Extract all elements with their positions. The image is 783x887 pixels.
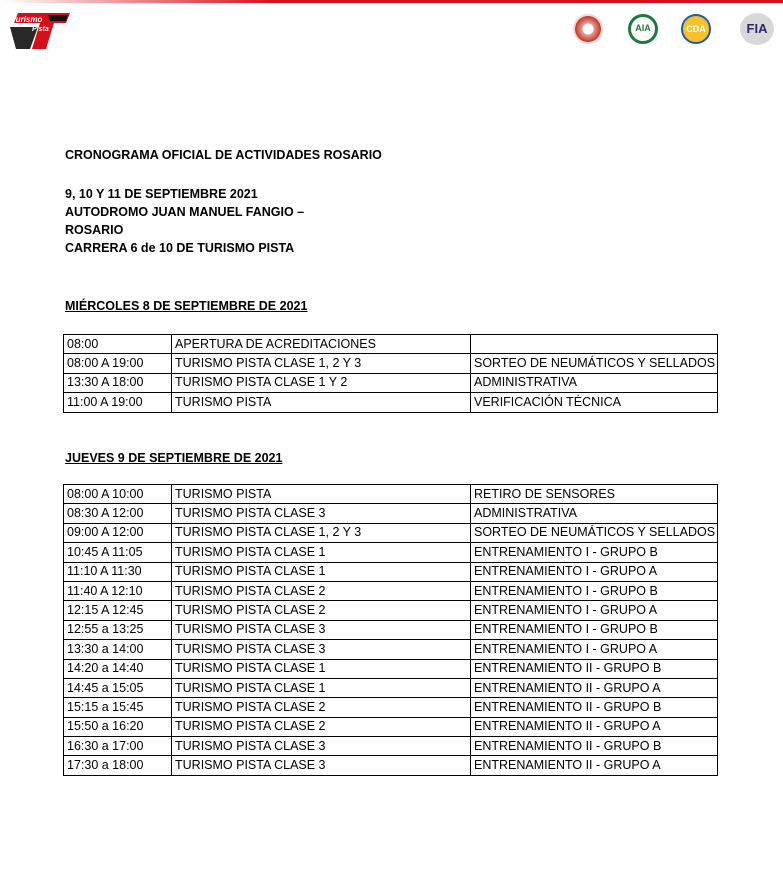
org-logo-label: FIA: [746, 21, 768, 36]
time-cell: 08:00 A 10:00: [64, 485, 172, 504]
subtitle-line: 9, 10 Y 11 DE SEPTIEMBRE 2021: [65, 187, 258, 201]
category-cell: TURISMO PISTA CLASE 2: [172, 581, 471, 600]
activity-cell: RETIRO DE SENSORES: [471, 485, 718, 504]
time-cell: 14:20 a 14:40: [64, 659, 172, 678]
activity-cell: ENTRENAMIENTO II - GRUPO A: [471, 717, 718, 736]
time-cell: 10:45 A 11:05: [64, 543, 172, 562]
time-cell: 16:30 a 17:00: [64, 737, 172, 756]
table-row: [64, 523, 718, 542]
category-cell: TURISMO PISTA CLASE 3: [172, 640, 471, 659]
org-logo-label: CDA: [686, 24, 706, 34]
table-row: [64, 601, 718, 620]
table-row: [64, 620, 718, 639]
time-cell: 15:15 a 15:45: [64, 698, 172, 717]
time-cell: 13:30 A 18:00: [64, 373, 172, 392]
activity-cell: SORTEO DE NEUMÁTICOS Y SELLADOS: [471, 354, 718, 373]
activity-cell: [471, 335, 718, 354]
activity-cell: ENTRENAMIENTO I - GRUPO B: [471, 543, 718, 562]
activity-cell: VERIFICACIÓN TÉCNICA: [471, 393, 718, 412]
logo-text-bottom: Pista: [32, 26, 49, 33]
table-row: [64, 756, 718, 775]
day-title: MIÉRCOLES 8 DE SEPTIEMBRE DE 2021: [65, 299, 308, 313]
category-cell: TURISMO PISTA CLASE 3: [172, 737, 471, 756]
turismo-pista-logo: [8, 11, 70, 49]
category-cell: TURISMO PISTA CLASE 2: [172, 698, 471, 717]
time-cell: 08:00: [64, 335, 172, 354]
table-row: [64, 335, 718, 354]
schedule-table: [63, 484, 718, 776]
table-row: [64, 562, 718, 581]
table-row: [64, 678, 718, 697]
category-cell: TURISMO PISTA CLASE 1, 2 Y 3: [172, 523, 471, 542]
activity-cell: SORTEO DE NEUMÁTICOS Y SELLADOS: [471, 523, 718, 542]
category-cell: APERTURA DE ACREDITACIONES: [172, 335, 471, 354]
acta-seal-icon: [573, 14, 603, 44]
time-cell: 11:40 A 12:10: [64, 581, 172, 600]
category-cell: TURISMO PISTA CLASE 1: [172, 543, 471, 562]
document-title: CRONOGRAMA OFICIAL DE ACTIVIDADES ROSARIO: [65, 148, 382, 162]
organization-logos: [570, 14, 780, 48]
table-row: [64, 504, 718, 523]
category-cell: TURISMO PISTA: [172, 485, 471, 504]
schedule-table: [63, 334, 718, 413]
category-cell: TURISMO PISTA CLASE 1: [172, 562, 471, 581]
day-title: JUEVES 9 DE SEPTIEMBRE DE 2021: [65, 451, 283, 465]
table-row: [64, 581, 718, 600]
subtitle-line: AUTODROMO JUAN MANUEL FANGIO –: [65, 205, 305, 219]
org-logo-label: AIA: [635, 23, 651, 33]
time-cell: 13:30 a 14:00: [64, 640, 172, 659]
time-cell: 11:00 A 19:00: [64, 393, 172, 412]
category-cell: TURISMO PISTA CLASE 3: [172, 620, 471, 639]
activity-cell: ADMINISTRATIVA: [471, 373, 718, 392]
activity-cell: ENTRENAMIENTO I - GRUPO A: [471, 601, 718, 620]
header-accent-line: [0, 0, 783, 3]
time-cell: 15:50 a 16:20: [64, 717, 172, 736]
time-cell: 08:00 A 19:00: [64, 354, 172, 373]
table-row: [64, 737, 718, 756]
category-cell: TURISMO PISTA CLASE 2: [172, 601, 471, 620]
category-cell: TURISMO PISTA CLASE 1: [172, 678, 471, 697]
activity-cell: ENTRENAMIENTO II - GRUPO A: [471, 756, 718, 775]
category-cell: TURISMO PISTA CLASE 1 Y 2: [172, 373, 471, 392]
category-cell: TURISMO PISTA CLASE 3: [172, 504, 471, 523]
category-cell: TURISMO PISTA CLASE 1: [172, 659, 471, 678]
table-row: [64, 393, 718, 412]
cda-icon: [681, 14, 711, 44]
logo-text-top: Turismo: [11, 15, 43, 24]
activity-cell: ENTRENAMIENTO I - GRUPO B: [471, 581, 718, 600]
activity-cell: ENTRENAMIENTO I - GRUPO A: [471, 562, 718, 581]
time-cell: 11:10 A 11:30: [64, 562, 172, 581]
activity-cell: ENTRENAMIENTO I - GRUPO A: [471, 640, 718, 659]
table-row: [64, 659, 718, 678]
category-cell: TURISMO PISTA CLASE 2: [172, 717, 471, 736]
activity-cell: ADMINISTRATIVA: [471, 504, 718, 523]
category-cell: TURISMO PISTA CLASE 1, 2 Y 3: [172, 354, 471, 373]
activity-cell: ENTRENAMIENTO II - GRUPO A: [471, 678, 718, 697]
table-row: [64, 354, 718, 373]
table-row: [64, 543, 718, 562]
activity-cell: ENTRENAMIENTO II - GRUPO B: [471, 698, 718, 717]
time-cell: 17:30 a 18:00: [64, 756, 172, 775]
time-cell: 12:15 A 12:45: [64, 601, 172, 620]
category-cell: TURISMO PISTA: [172, 393, 471, 412]
table-row: [64, 698, 718, 717]
event-subtitle: [65, 185, 304, 257]
time-cell: 12:55 a 13:25: [64, 620, 172, 639]
table-row: [64, 717, 718, 736]
subtitle-line: ROSARIO: [65, 223, 124, 237]
time-cell: 09:00 A 12:00: [64, 523, 172, 542]
activity-cell: ENTRENAMIENTO I - GRUPO B: [471, 620, 718, 639]
activity-cell: ENTRENAMIENTO II - GRUPO B: [471, 737, 718, 756]
subtitle-line: CARRERA 6 de 10 DE TURISMO PISTA: [65, 241, 295, 255]
apat-icon: [628, 14, 658, 44]
category-cell: TURISMO PISTA CLASE 3: [172, 756, 471, 775]
table-row: [64, 485, 718, 504]
activity-cell: ENTRENAMIENTO II - GRUPO B: [471, 659, 718, 678]
table-row: [64, 373, 718, 392]
fia-icon: [740, 13, 774, 45]
table-row: [64, 640, 718, 659]
time-cell: 14:45 a 15:05: [64, 678, 172, 697]
time-cell: 08:30 A 12:00: [64, 504, 172, 523]
